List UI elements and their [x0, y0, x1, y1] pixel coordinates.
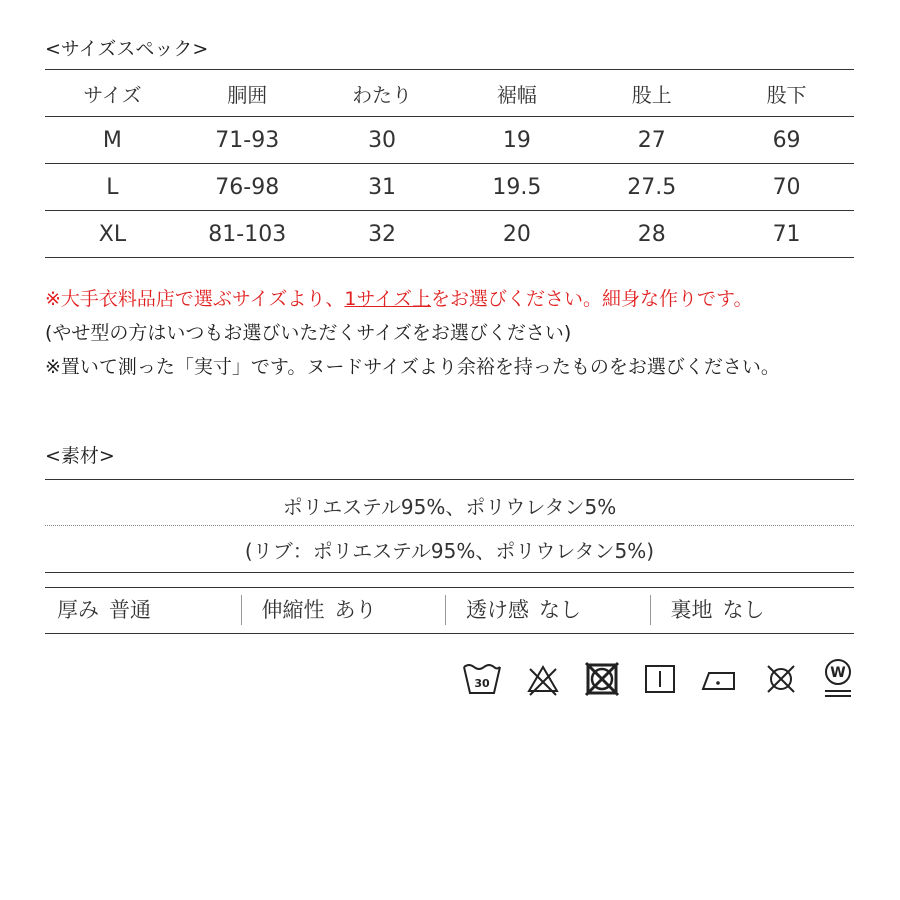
table-row [45, 164, 854, 211]
property-value: 普通 [109, 598, 151, 622]
divider [45, 479, 854, 480]
material-rib: (リブ：ポリエステル95%、ポリウレタン5%) [244, 539, 655, 563]
table-cell: 20 [449, 211, 584, 258]
size-cell: M [45, 117, 180, 164]
size-spec-heading: <サイズスペック> [45, 38, 209, 60]
wash-30-icon [462, 661, 502, 697]
property-value: なし [722, 598, 765, 622]
table-cell: 70 [719, 164, 854, 211]
property-stretch [241, 595, 446, 625]
table-header-row [45, 70, 854, 117]
wet-clean-icon [822, 657, 854, 701]
table-cell: 32 [315, 211, 450, 258]
measurement-note: ※置いて測った「実寸」です。ヌードサイズより余裕を持ったものをお選びください。 [45, 356, 780, 378]
divider [45, 572, 854, 573]
sizing-advice-note [45, 284, 752, 311]
table-cell: 81-103 [180, 211, 315, 258]
svg-text:W: W [830, 665, 846, 681]
size-cell: XL [45, 211, 180, 258]
property-label: 裏地 [670, 598, 713, 622]
property-value: あり [334, 598, 377, 622]
column-header: 股下 [719, 70, 854, 117]
table-cell: 71 [719, 211, 854, 258]
property-thickness [45, 595, 241, 625]
fabric-properties [45, 587, 854, 633]
table-row [45, 211, 854, 258]
table-cell: 76-98 [180, 164, 315, 211]
property-lining [650, 595, 855, 625]
dotted-divider [45, 525, 854, 526]
column-header: 股上 [584, 70, 719, 117]
no-bleach-icon [525, 661, 561, 697]
divider [45, 633, 854, 634]
table-cell: 19.5 [449, 164, 584, 211]
line-dry-icon [643, 661, 677, 697]
property-label: 伸縮性 [261, 598, 325, 622]
no-dry-clean-icon [763, 661, 799, 697]
property-label: 透け感 [466, 598, 529, 622]
property-sheerness [445, 595, 650, 625]
no-tumble-dry-icon [584, 661, 620, 697]
table-cell: 30 [315, 117, 450, 164]
size-spec-table [45, 69, 854, 258]
table-cell: 28 [584, 211, 719, 258]
column-header: 裾幅 [449, 70, 584, 117]
iron-low-icon [700, 661, 740, 697]
svg-text:30: 30 [474, 677, 490, 690]
property-label: 厚み [57, 598, 99, 622]
care-labels [462, 657, 854, 701]
material-heading: <素材> [45, 445, 115, 467]
size-cell: L [45, 164, 180, 211]
column-header: サイズ [45, 70, 180, 117]
table-cell: 69 [719, 117, 854, 164]
property-value: なし [539, 598, 581, 622]
table-cell: 27.5 [584, 164, 719, 211]
table-cell: 19 [449, 117, 584, 164]
table-cell: 31 [315, 164, 450, 211]
note-text: ※大手衣料品店で選ぶサイズより、 [45, 288, 345, 310]
column-header: わたり [315, 70, 450, 117]
note-emphasis: 1サイズ上 [344, 288, 431, 310]
column-header: 胴囲 [180, 70, 315, 117]
material-main: ポリエステル95%、ポリウレタン5% [282, 495, 617, 519]
table-cell: 71-93 [180, 117, 315, 164]
note-text: をお選びください。細身な作りです。 [430, 288, 753, 310]
table-row [45, 117, 854, 164]
slim-fit-note: (やせ型の方はいつもお選びいただくサイズをお選びください) [45, 322, 572, 344]
table-cell: 27 [584, 117, 719, 164]
